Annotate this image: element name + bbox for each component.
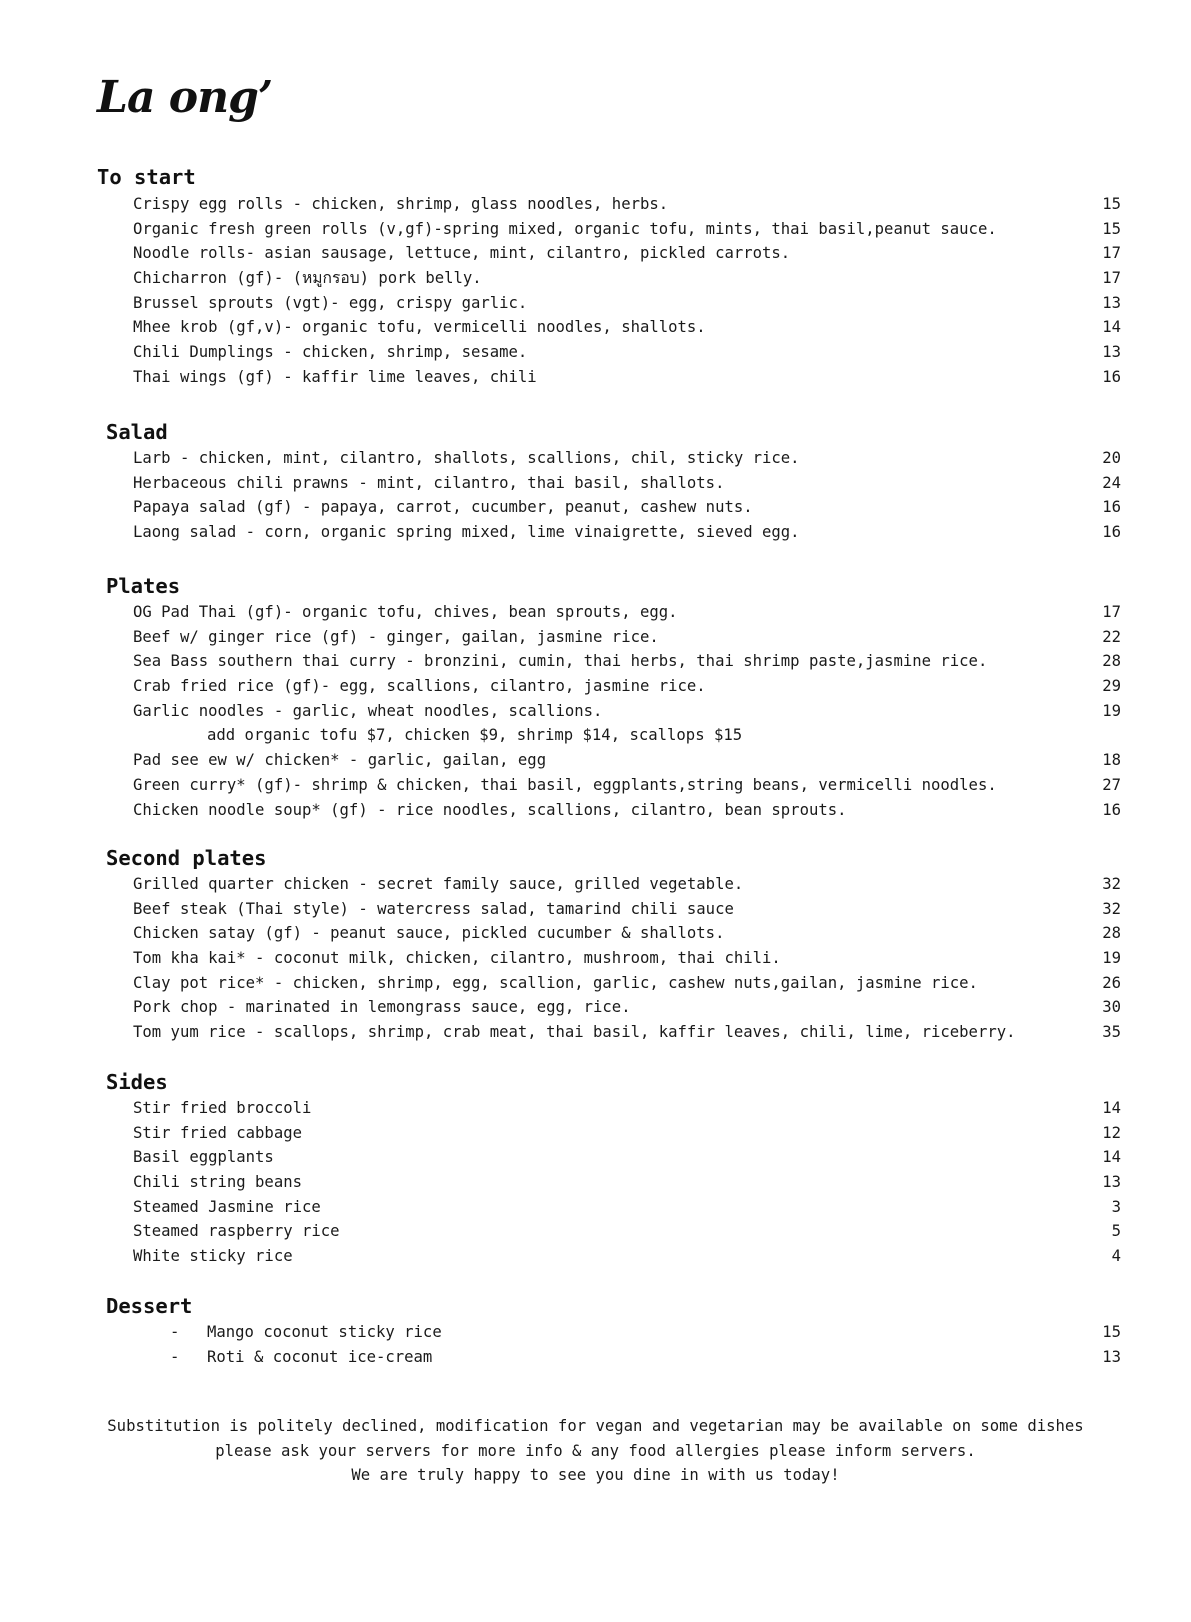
menu-item (0, 650, 1191, 675)
section-title: To start (97, 165, 196, 189)
menu-item (0, 267, 1191, 292)
section-title: Sides (106, 1070, 168, 1094)
bullet-dash: - (170, 1323, 180, 1341)
item-price: 32 (1102, 899, 1121, 918)
menu-item (0, 749, 1191, 774)
item-description: Herbaceous chili prawns - mint, cilantro, thai basil, shallots. (133, 473, 725, 492)
menu-item (0, 1196, 1191, 1221)
menu-item (0, 316, 1191, 341)
item-price: 27 (1102, 775, 1121, 794)
menu-item (0, 1346, 1191, 1371)
item-description: Pork chop - marinated in lemongrass sauce, egg, rice. (133, 998, 631, 1017)
bullet-dash: - (170, 1347, 180, 1366)
menu-item (0, 601, 1191, 626)
item-addon-note: add organic tofu $7, chicken $9, shrimp $14, scallops $15 (207, 726, 743, 745)
item-description: Pad see ew w/ chicken* - garlic, gailan, egg (133, 751, 547, 770)
item-list (0, 447, 1191, 546)
menu-item (0, 242, 1191, 267)
item-description: Brussel sprouts (vgt)- egg, crispy garlic. (133, 293, 528, 312)
section-title: Salad (106, 420, 168, 444)
item-price: 13 (1102, 1347, 1121, 1366)
item-description: Tom kha kai* - coconut milk, chicken, cilantro, mushroom, thai chili. (133, 949, 781, 968)
item-list (0, 601, 1191, 823)
item-list (0, 873, 1191, 1046)
item-description: Garlic noodles - garlic, wheat noodles, scallions. (133, 701, 603, 720)
item-description: Grilled quarter chicken - secret family sauce, grilled vegetable. (133, 875, 744, 893)
item-description: Crab fried rice (gf)- egg, scallions, cilantro, jasmine rice. (133, 677, 706, 696)
item-description: Mango coconut sticky rice (207, 1323, 442, 1341)
item-price: 26 (1102, 973, 1121, 992)
menu-item (0, 292, 1191, 317)
menu-item (0, 1097, 1191, 1122)
menu-item (0, 193, 1191, 218)
item-description: Clay pot rice* - chicken, shrimp, egg, scallion, garlic, cashew nuts,gailan, jasmine rice. (133, 973, 978, 992)
item-price: 16 (1102, 498, 1121, 517)
item-price: 12 (1102, 1123, 1121, 1142)
menu-item (0, 472, 1191, 497)
item-description: Beef w/ ginger rice (gf) - ginger, gailan, jasmine rice. (133, 627, 659, 646)
item-list (0, 1097, 1191, 1270)
menu-item (0, 972, 1191, 997)
item-price: 14 (1102, 318, 1121, 337)
item-description: Organic fresh green rolls (v,gf)-spring mixed, organic tofu, mints, thai basil,peanut sauce. (133, 219, 997, 238)
item-price: 14 (1102, 1148, 1121, 1167)
item-price: 15 (1102, 219, 1121, 238)
item-description: Sea Bass southern thai curry - bronzini, cumin, thai herbs, thai shrimp paste,jasmine rice. (133, 652, 988, 671)
menu-item-addon (0, 724, 1191, 749)
item-description: White sticky rice (133, 1247, 293, 1266)
menu-item (0, 341, 1191, 366)
item-price: 4 (1111, 1247, 1121, 1266)
menu-item (0, 898, 1191, 923)
menu-item (0, 1171, 1191, 1196)
footer-line: please ask your servers for more info & any food allergies please inform servers. (215, 1441, 976, 1460)
item-price: 32 (1102, 875, 1121, 893)
item-price: 22 (1102, 627, 1121, 646)
item-description: Stir fried cabbage (133, 1123, 302, 1142)
menu-item (0, 1245, 1191, 1270)
item-price: 16 (1102, 523, 1121, 542)
item-list (0, 193, 1191, 391)
item-price: 15 (1102, 195, 1121, 213)
item-description: Thai wings (gf) - kaffir lime leaves, chili (133, 367, 537, 386)
item-description: Tom yum rice - scallops, shrimp, crab meat, thai basil, kaffir leaves, chili, lime, riceberry. (133, 1023, 1016, 1042)
item-price: 19 (1102, 949, 1121, 968)
item-price: 20 (1102, 449, 1121, 467)
item-price: 19 (1102, 701, 1121, 720)
menu-item (0, 366, 1191, 391)
item-price: 17 (1102, 269, 1121, 288)
item-description: Chicken noodle soup* (gf) - rice noodles, scallions, cilantro, bean sprouts. (133, 800, 847, 819)
footer-line: Substitution is politely declined, modification for vegan and vegetarian may be available on some dishes (107, 1417, 1084, 1435)
menu-item (0, 496, 1191, 521)
menu-item (0, 218, 1191, 243)
item-description: Green curry* (gf)- shrimp & chicken, thai basil, eggplants,string beans, vermicelli noodles. (133, 775, 997, 794)
item-price: 28 (1102, 652, 1121, 671)
item-description: Laong salad - corn, organic spring mixed, lime vinaigrette, sieved egg. (133, 523, 800, 542)
item-price: 5 (1111, 1222, 1121, 1241)
menu-item (0, 1021, 1191, 1046)
menu-item (0, 947, 1191, 972)
section-title: Second plates (106, 846, 267, 870)
menu-item (0, 922, 1191, 947)
item-price: 13 (1102, 343, 1121, 362)
menu-item (0, 1321, 1191, 1346)
item-price: 35 (1102, 1023, 1121, 1042)
item-description: Chicharron (gf)- (หมูกรอบ) pork belly. (133, 269, 482, 288)
item-description: Stir fried broccoli (133, 1099, 312, 1117)
item-price: 24 (1102, 473, 1121, 492)
restaurant-logo: La ong’ (97, 72, 273, 123)
item-description: Crispy egg rolls - chicken, shrimp, glass noodles, herbs. (133, 195, 669, 213)
item-list (0, 1321, 1191, 1370)
item-price: 13 (1102, 1173, 1121, 1192)
section-title: Plates (106, 574, 181, 598)
menu-item (0, 447, 1191, 472)
item-price: 3 (1111, 1197, 1121, 1216)
item-price: 15 (1102, 1323, 1121, 1341)
item-description: Chili Dumplings - chicken, shrimp, sesame. (133, 343, 528, 362)
item-description: Beef steak (Thai style) - watercress salad, tamarind chili sauce (133, 899, 734, 918)
item-description: Basil eggplants (133, 1148, 274, 1167)
footer-line: We are truly happy to see you dine in with us today! (351, 1466, 840, 1485)
item-price: 30 (1102, 998, 1121, 1017)
item-price: 18 (1102, 751, 1121, 770)
item-price: 28 (1102, 924, 1121, 943)
menu-item (0, 700, 1191, 725)
item-description: Papaya salad (gf) - papaya, carrot, cucumber, peanut, cashew nuts. (133, 498, 753, 517)
item-description: Mhee krob (gf,v)- organic tofu, vermicelli noodles, shallots. (133, 318, 706, 337)
item-description: Larb - chicken, mint, cilantro, shallots, scallions, chil, sticky rice. (133, 449, 800, 467)
menu-item (0, 1146, 1191, 1171)
menu-item (0, 521, 1191, 546)
item-price: 16 (1102, 367, 1121, 386)
item-description: Steamed Jasmine rice (133, 1197, 321, 1216)
item-description: Noodle rolls- asian sausage, lettuce, mint, cilantro, pickled carrots. (133, 244, 791, 263)
item-description: Roti & coconut ice-cream (207, 1347, 433, 1366)
item-description: Chili string beans (133, 1173, 302, 1192)
item-price: 14 (1102, 1099, 1121, 1117)
menu-item (0, 996, 1191, 1021)
menu-item (0, 1220, 1191, 1245)
item-description: Chicken satay (gf) - peanut sauce, pickled cucumber & shallots. (133, 924, 725, 943)
menu-item (0, 675, 1191, 700)
item-description: OG Pad Thai (gf)- organic tofu, chives, bean sprouts, egg. (133, 603, 678, 621)
item-price: 17 (1102, 603, 1121, 621)
item-price: 16 (1102, 800, 1121, 819)
menu-item (0, 774, 1191, 799)
item-price: 17 (1102, 244, 1121, 263)
footer-note (0, 1414, 1191, 1488)
menu-item (0, 1122, 1191, 1147)
section-title: Dessert (106, 1294, 193, 1318)
menu-item (0, 799, 1191, 824)
menu-item (0, 626, 1191, 651)
item-price: 29 (1102, 677, 1121, 696)
menu-item (0, 873, 1191, 898)
item-description: Steamed raspberry rice (133, 1222, 340, 1241)
item-price: 13 (1102, 293, 1121, 312)
